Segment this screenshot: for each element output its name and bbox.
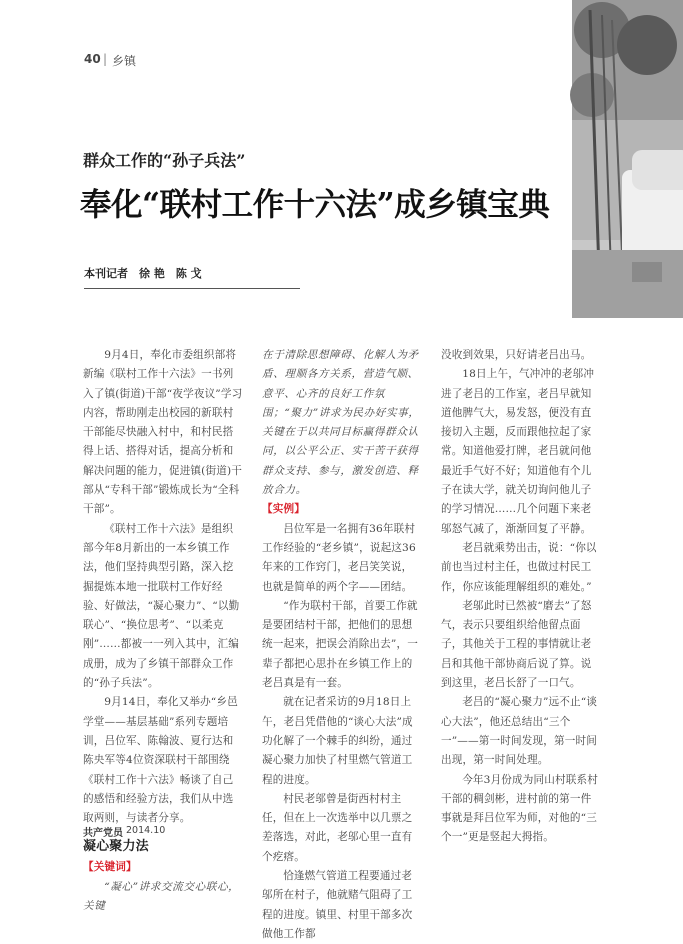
paragraph: 就在记者采访的9月18日上午，老吕凭借他的“谈心大法”成功化解了一个棘手的纠纷，通过凝心聚力加快了村里燃气管道工程的进度。 bbox=[262, 696, 413, 786]
paragraph: 老吕就乘势出击，说：“你以前也当过村主任，也做过村民工作，你应该能理解组织的难处。” bbox=[441, 541, 597, 593]
keyword-tag: 【关键词】 bbox=[83, 861, 137, 874]
paragraph: 18日上午，气冲冲的老邬冲进了老吕的工作室，老吕早就知道他脾气大，易发怒，便没有直接切入主题，反而跟他拉起了家常。知道他爱打牌，老吕就问他最近手气好不好；知道他有个儿子在读大学，就关切询问他儿子的学习情况……几个问题下来老邬怒气减了，渐渐回复了平静。 bbox=[441, 368, 595, 535]
paragraph: “作为联村干部，首要工作就是要团结村干部，把他们的思想统一起来，把误会消除出去”，一辈子都把心思扑在乡镇工作上的老吕真是有一套。 bbox=[262, 599, 418, 690]
article-photo bbox=[572, 0, 683, 318]
paragraph: 老邬此时已然被“磨去”了怒气，表示只要组织给他留点面子，其他关于工程的事情就让老吕和其他干部协商后说了算。说到这里，老吕长舒了一口气。 bbox=[441, 599, 592, 690]
paragraph: 没收到效果，只好请老吕出马。 bbox=[441, 349, 592, 361]
case-tag: 【实例】 bbox=[262, 503, 305, 516]
paragraph: 9月4日，奉化市委组织部将新编《联村工作十六法》一书列入了镇(街道)干部“夜学夜议”学习内容，帮助刚走出校园的新联村干部能尽快融入村中，和村民搭得上话、搭得对话，提高分析和解决问题的能力，促进镇(街道)干部从“专科干部”锻炼成长为“全科干部”。 bbox=[83, 349, 243, 516]
section-label: 乡镇 bbox=[112, 54, 137, 68]
issue-date: 2014.10 bbox=[126, 825, 166, 836]
magazine-logo: 共产党员 bbox=[83, 828, 123, 839]
text-column-3 bbox=[441, 346, 601, 848]
paragraph: 恰逢燃气管道工程要通过老邬所在村子，他就赌气阻碍了工程的进度。镇里、村里干部多次做他工作都 bbox=[262, 870, 413, 940]
section-subhead: 凝心聚力法 bbox=[83, 839, 149, 855]
paragraph: 9月14日，奉化又举办“乡邑学堂——基层基础”系列专题培训，吕位军、陈翰波、夏行达和陈央军等4位资深联村干部围绕《联村工作十六法》畅谈了自己的感悟和经验方法，我们从中选取两则，与读者分享。 bbox=[83, 696, 238, 825]
article-byline: 本刊记者 徐 艳 陈 戈 bbox=[84, 267, 202, 280]
byline-divider bbox=[84, 288, 300, 289]
header-separator: | bbox=[103, 52, 108, 66]
paragraph: 吕位军是一名拥有36年联村工作经验的“老乡镇”，说起这36年来的工作窍门，老吕笑笑说，也就是简单的两个字——团结。 bbox=[262, 522, 416, 593]
photo-image bbox=[572, 0, 683, 318]
page-number: 40 bbox=[84, 52, 101, 66]
paragraph: 今年3月份成为同山村联系村干部的稠剑彬，进村前的第一件事就是拜吕位军为师，对他的“三个一”更是竖起大拇指。 bbox=[441, 773, 599, 844]
paragraph: 老吕的“凝心聚力”远不止“谈心大法”，他还总结出“三个一”——第一时间发现，第一时间出现，第一时间处理。 bbox=[441, 696, 598, 767]
article-kicker: 群众工作的“孙子兵法” bbox=[83, 151, 246, 170]
paragraph: 村民老邬曾是街西村村主任，但在上一次选举中以几票之差落选，对此，老邬心里一直有个疙瘩。 bbox=[262, 792, 413, 863]
article-title: 奉化“联村工作十六法”成乡镇宝典 bbox=[80, 186, 550, 223]
keyword-text: “凝心”讲求交流交心联心，关键 bbox=[83, 880, 240, 913]
text-column-2 bbox=[262, 346, 420, 944]
paragraph: 《联村工作十六法》是组织部今年8月新出的一本乡镇工作法，他们坚持典型引路，深入挖掘提炼本地一批联村工作好经验、好做法，“凝心聚力”、“以勤联心”、“换位思考”、“以柔克刚”……都被一一列入其中，汇编成册，成为了乡镇干部群众工作的“孙子兵法”。 bbox=[83, 522, 240, 690]
keyword-text: 在于清除思想障碍、化解人为矛盾、理顺各方关系，营造气顺、意平、心齐的良好工作氛围；“聚力”讲求为民办好实事，关键在于以共同目标赢得群众认同，以公平公正、实干苦干获得群众支持、参与，激发创造、释放合力。 bbox=[262, 349, 420, 497]
